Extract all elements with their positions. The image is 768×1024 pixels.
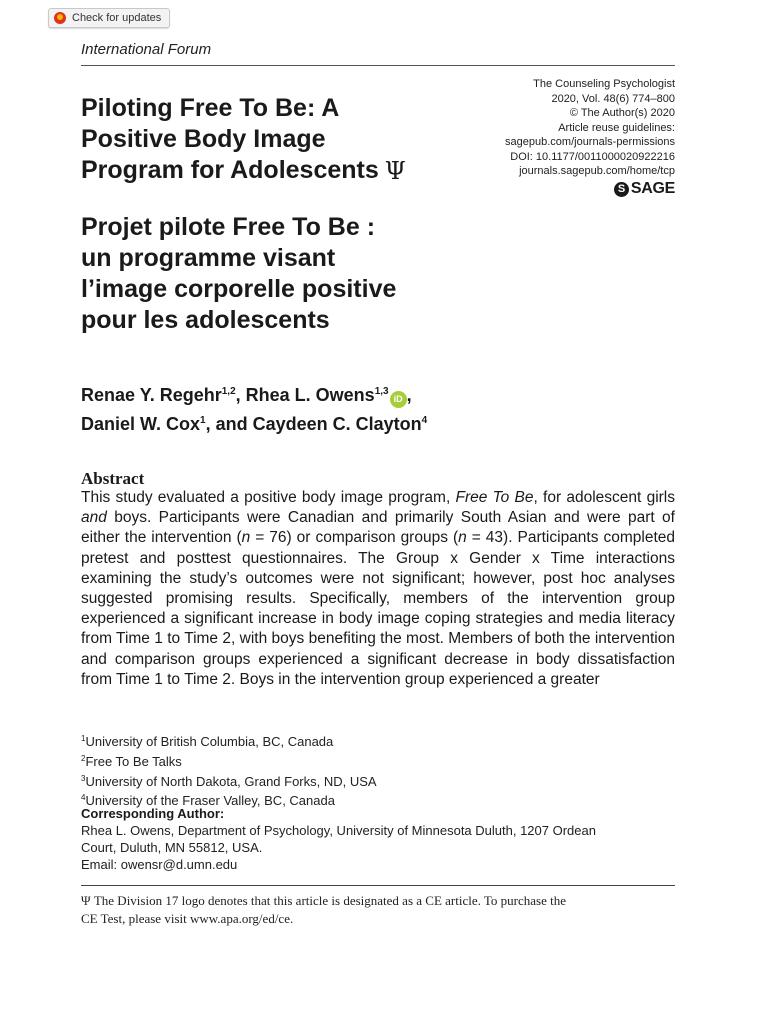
check-for-updates-label: Check for updates — [72, 12, 162, 24]
affiliation-number: 3 — [81, 773, 86, 783]
abstract-text: This study evaluated a positive body image program, Free To Be, for adolescent girls and boys. Participants were Canadian and primarily South Asian and were part of either the intervention (n = 76) or comparison groups (n = 43). Participants completed pretest and posttest questionnaires. The Group x Gender x Time interactions examining the study’s outcomes were not significant; however, post hoc analyses suggested promising results. Specifically, members of the intervention group experienced a significant increase in body image coping strategies and media literacy from Time 1 to Time 2, with boys benefiting the most. Members of both the intervention and comparison groups experienced a significant decrease in body dissatisfaction from Time 1 to Time 2. Boys in the intervention group experienced a greater — [81, 489, 675, 688]
author-affiliation: 1,3 — [374, 386, 389, 397]
title-en-line: Positive Body Image — [81, 125, 326, 153]
abstract-heading: Abstract — [81, 469, 145, 488]
crossmark-icon — [54, 12, 66, 24]
affiliation-item — [81, 771, 377, 791]
journal-section-label: International Forum — [81, 41, 212, 58]
title-fr-line: un programme visant — [81, 244, 336, 272]
meta-journal-link[interactable]: journals.sagepub.com/home/tcp — [519, 165, 675, 177]
affiliation-text: University of British Columbia, BC, Canada — [85, 734, 334, 749]
author-affiliation: 1,2 — [221, 386, 236, 397]
author-name[interactable]: Caydeen C. Clayton — [252, 414, 422, 434]
corresponding-author-heading: Corresponding Author: — [81, 806, 225, 821]
affiliation-number: 2 — [81, 753, 86, 763]
check-for-updates-button[interactable] — [48, 8, 170, 28]
affiliation-item — [81, 731, 377, 751]
header-rule — [81, 65, 675, 66]
title-fr-line: Projet pilote Free To Be : — [81, 213, 376, 241]
article-title-french — [81, 212, 501, 336]
authors-line-1: Renae Y. Regehr$^{1,2}$, Rhea L. Owens$^{1,3}$iD , — [81, 379, 427, 408]
sage-logo — [614, 180, 675, 198]
footnote-line: CE Test, please visit www.apa.org/ed/ce. — [81, 911, 294, 926]
sage-logo-text: SAGE — [630, 180, 675, 197]
author-affiliation: 1 — [200, 415, 206, 426]
footnote-line: Ψ The Division 17 logo denotes that this article is designated as a CE article. To purchase the — [81, 893, 566, 908]
title-en-line: Piloting Free To Be: A — [81, 94, 340, 122]
meta-volume: 2020, Vol. 48(6) 774–800 — [551, 92, 675, 105]
corresponding-line: Court, Duluth, MN 55812, USA. — [81, 839, 263, 855]
meta-reuse-label: Article reuse guidelines: — [558, 121, 675, 134]
affiliation-text: University of the Fraser Valley, BC, Canada — [85, 793, 335, 809]
affiliation-text: University of North Dakota, Grand Forks, ND, USA — [85, 773, 377, 789]
authors-line-2: Daniel W. Cox$^1$, and Caydeen C. Clayton$^4$ — [81, 414, 428, 434]
sage-logo-icon: S — [614, 182, 629, 197]
corresponding-author-details — [81, 823, 675, 873]
orcid-icon[interactable]: iD — [390, 391, 407, 408]
title-fr-line: l’image corporelle positive — [81, 275, 397, 303]
ce-footnote — [81, 892, 675, 928]
title-en-line-text: Program for Adolescents — [81, 156, 379, 184]
author-list — [81, 379, 427, 437]
meta-journal: The Counseling Psychologist — [533, 78, 675, 90]
meta-copyright: © The Author(s) 2020 — [569, 107, 675, 119]
meta-permissions-link[interactable]: sagepub.com/journals-permissions — [505, 136, 675, 148]
author-name[interactable]: Renae Y. Regehr — [81, 385, 222, 405]
title-fr-line: pour les adolescents — [81, 306, 330, 334]
author-name[interactable]: Rhea L. Owens — [245, 385, 375, 405]
division-17-psi-icon: Ψ — [384, 157, 406, 185]
corresponding-email[interactable]: Email: owensr@d.umn.edu — [81, 856, 238, 872]
article-title-english — [81, 93, 481, 187]
affiliation-number: 1 — [81, 734, 86, 743]
title-en-line — [81, 155, 481, 187]
affiliation-text: Free To Be Talks — [85, 753, 182, 769]
affiliation-item — [81, 751, 377, 771]
article-metadata — [505, 77, 675, 179]
affiliation-list — [81, 731, 377, 810]
author-name[interactable]: Daniel W. Cox — [81, 414, 201, 434]
affiliation-number: 4 — [81, 793, 86, 803]
footnote-rule — [81, 885, 675, 886]
meta-doi[interactable]: DOI: 10.1177/0011000020922216 — [510, 150, 675, 163]
author-affiliation: 4 — [421, 415, 428, 426]
corresponding-line: Rhea L. Owens, Department of Psychology, University of Minnesota Duluth, 1207 Ordean — [81, 823, 596, 838]
